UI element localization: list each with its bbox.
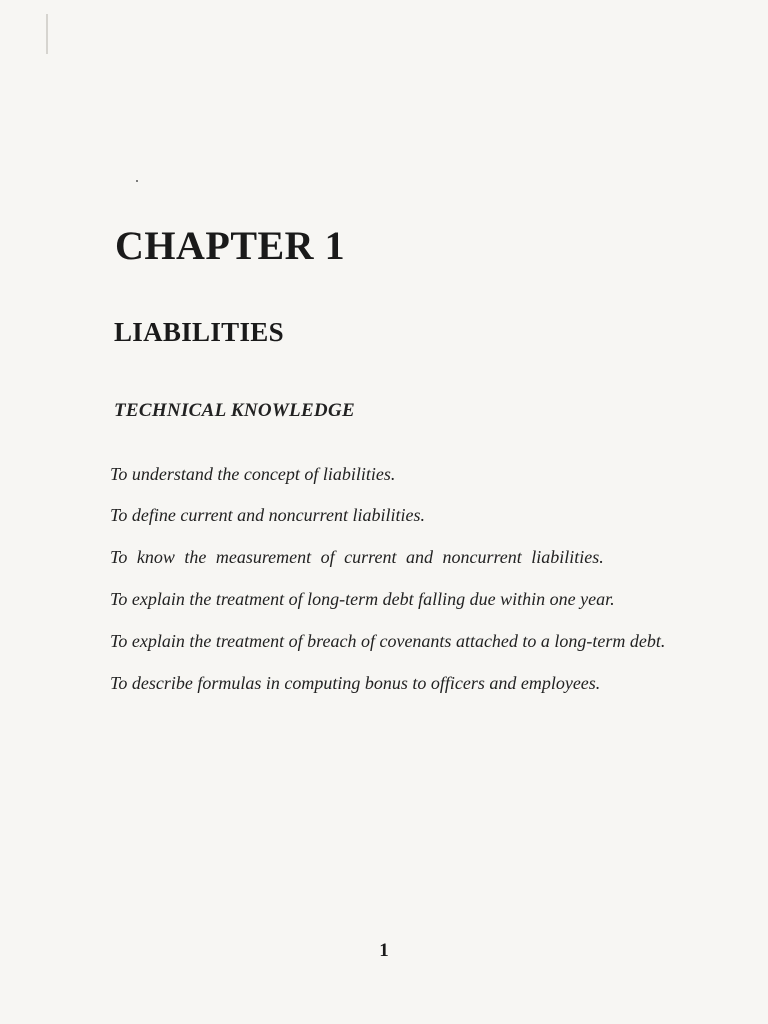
objective-item: To describe formulas in computing bonus to officers and employees. xyxy=(110,673,601,693)
subtitle: TECHNICAL KNOWLEDGE xyxy=(114,400,355,421)
section-title: LIABILITIES xyxy=(114,317,284,347)
page-edge-mark xyxy=(46,14,48,54)
page-number: 1 xyxy=(379,940,389,961)
objective-item: To define current and noncurrent liabilities. xyxy=(110,505,425,525)
print-speck xyxy=(136,180,138,182)
objective-item: To explain the treatment of long-term debt falling due within one year. xyxy=(110,589,615,609)
chapter-title: CHAPTER 1 xyxy=(115,223,346,268)
objective-item: To explain the treatment of breach of covenants attached to a long-term debt. xyxy=(110,631,666,651)
objective-item: To understand the concept of liabilities. xyxy=(110,464,396,484)
objectives-list xyxy=(110,464,670,715)
objective-item: To know the measurement of current and noncurrent liabilities. xyxy=(110,547,604,567)
